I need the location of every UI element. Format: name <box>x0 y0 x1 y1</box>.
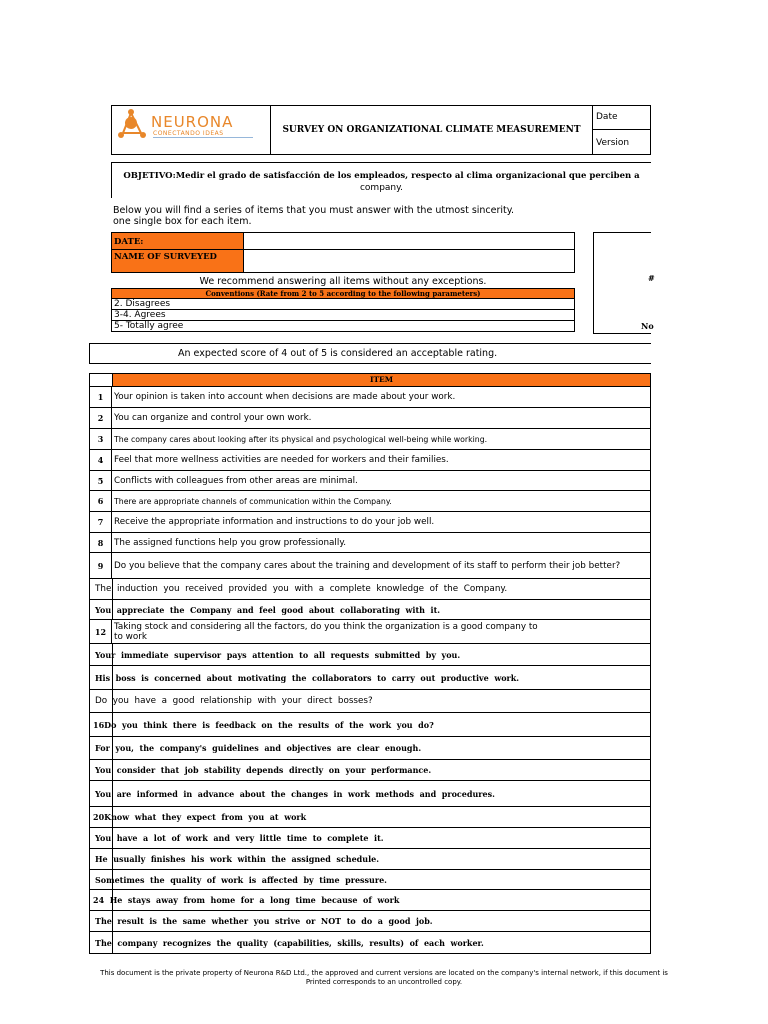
logo-tagline: CONECTANDO IDEAS <box>153 130 224 137</box>
table-row[interactable] <box>90 807 651 828</box>
table-row[interactable] <box>90 533 651 553</box>
table-row[interactable] <box>90 553 651 579</box>
row-text: You are informed in advance about the changes in work methods and procedures. <box>90 781 651 806</box>
header-num-cell <box>90 374 113 386</box>
score-box <box>593 232 655 334</box>
row-text: You can organize and control your own work. <box>112 408 651 428</box>
table-row[interactable] <box>90 932 651 953</box>
table-row[interactable] <box>90 600 651 620</box>
score-no: No <box>641 321 654 331</box>
row-text: The induction you received provided you with a complete knowledge of the Company. <box>90 579 651 599</box>
objective-text-cont: company. <box>359 183 404 193</box>
row-text: The company recognizes the quality (capabilities, skills, results) of each worker. <box>90 932 651 953</box>
row-num: 5 <box>90 471 112 490</box>
row-num: 12 <box>90 620 112 643</box>
date-label: Date <box>593 105 651 130</box>
convention-row: 2. Disagrees <box>111 299 575 310</box>
table-row[interactable] <box>90 512 651 533</box>
convention-row: 5- Totally agree <box>111 321 575 332</box>
conventions-header: Conventions (Rate from 2 to 5 according to the following parameters) <box>111 288 575 299</box>
row-text: Conflicts with colleagues from other areas are minimal. <box>112 471 651 490</box>
table-row[interactable] <box>90 387 651 408</box>
table-row[interactable] <box>90 911 651 932</box>
row-text: The result is the same whether you strive or NOT to do a good job. <box>90 911 651 931</box>
name-field-label: NAME OF SURVEYED <box>112 250 244 272</box>
table-row[interactable] <box>90 690 651 713</box>
document-title: SURVEY ON ORGANIZATIONAL CLIMATE MEASUREMENT <box>271 105 593 155</box>
row-num: 3 <box>90 429 112 449</box>
row-text: Feel that more wellness activities are needed for workers and their families. <box>112 450 651 470</box>
table-row[interactable] <box>90 471 651 491</box>
row-num: 9 <box>90 553 112 578</box>
table-row[interactable] <box>90 450 651 471</box>
table-row[interactable] <box>90 781 651 807</box>
intro-text <box>113 205 514 227</box>
version-label: Version <box>596 137 630 148</box>
row-num: 6 <box>90 491 112 511</box>
logo-brand: NEURONA <box>151 113 234 131</box>
row-num: 4 <box>90 450 112 470</box>
logo-cell <box>111 105 271 155</box>
row-text: There are appropriate channels of communication within the Company. <box>112 491 651 511</box>
table-row[interactable] <box>90 666 651 690</box>
objective-box <box>111 162 651 198</box>
row-text: You appreciate the Company and feel good about collaborating with it. <box>90 600 651 619</box>
row-text: You consider that job stability depends directly on your performance. <box>90 760 651 780</box>
date-row <box>111 232 575 250</box>
row-text: Do you have a good relationship with your direct bosses? <box>90 690 651 712</box>
table-row[interactable] <box>90 429 651 450</box>
row-text: You have a lot of work and very little time to complete it. <box>90 828 651 848</box>
footer-disclaimer <box>0 969 768 987</box>
row-text: Receive the appropriate information and instructions to do your job well. <box>112 512 651 532</box>
row-num: 7 <box>90 512 112 532</box>
row-text: Your opinion is taken into account when decisions are made about your work. <box>112 387 651 407</box>
row-text: He usually finishes his work within the assigned schedule. <box>90 849 651 869</box>
row-text: 16Do you think there is feedback on the results of the work you do? <box>90 713 651 736</box>
table-row[interactable] <box>90 890 651 911</box>
item-table <box>89 373 651 954</box>
date-field[interactable] <box>244 233 574 249</box>
row-text: For you, the company's guidelines and objectives are clear enough. <box>90 737 651 759</box>
row-num: 2 <box>90 408 112 428</box>
row-text: 24 He stays away from home for a long time because of work <box>90 890 651 910</box>
expected-score-text: An expected score of 4 out of 5 is considered an acceptable rating. <box>89 343 651 364</box>
objective-text: OBJETIVO:Medir el grado de satisfacción de los empleados, respecto al clima organizacional que perciben a <box>123 171 640 181</box>
row-text: His boss is concerned about motivating the collaborators to carry out productive work. <box>90 666 651 689</box>
name-row <box>111 249 575 273</box>
score-hash: # <box>648 273 655 283</box>
table-row[interactable] <box>90 828 651 849</box>
intro-line-1: Below you will find a series of items that you must answer with the utmost sincerity. <box>113 205 515 216</box>
row-text: Do you believe that the company cares about the training and development of its staff to perform their job better? <box>112 553 651 578</box>
table-row[interactable] <box>90 579 651 600</box>
row-text: 20Know what they expect from you at work <box>90 807 651 827</box>
logo-reflection <box>153 137 253 144</box>
date-field-label: DATE: <box>112 233 244 249</box>
table-row[interactable] <box>90 644 651 666</box>
recommend-text: We recommend answering all items without any exceptions. <box>199 276 487 287</box>
intro-line-2: one single box for each item. <box>113 216 252 227</box>
table-row[interactable] <box>90 620 651 644</box>
row-num: 8 <box>90 533 112 552</box>
header-item-cell: ITEM <box>113 374 651 386</box>
row-text: Your immediate supervisor pays attention to all requests submitted by you. <box>90 644 651 665</box>
table-row[interactable] <box>90 849 651 870</box>
row-text: Taking stock and considering all the factors, do you think the organization is a good company to to work <box>112 620 651 643</box>
table-row[interactable] <box>90 760 651 781</box>
table-header <box>90 374 651 387</box>
table-row[interactable] <box>90 737 651 760</box>
row-num: 1 <box>90 387 112 407</box>
table-row[interactable] <box>90 870 651 890</box>
footer-line-2: Printed corresponds to an uncontrolled copy. <box>305 978 463 986</box>
footer-line-1: This document is the private property of Neurona R&D Ltd., the approved and current versions are located on the company's internal network, if this document is <box>100 969 668 977</box>
row-text: The assigned functions help you grow professionally. <box>112 533 651 552</box>
table-row[interactable] <box>90 713 651 737</box>
convention-row: 3-4. Agrees <box>111 310 575 321</box>
table-row[interactable] <box>90 408 651 429</box>
row-text: Sometimes the quality of work is affected by time pressure. <box>90 870 651 889</box>
row-text: The company cares about looking after its physical and psychological well-being while working. <box>112 429 651 449</box>
name-field[interactable] <box>244 250 574 272</box>
table-row[interactable] <box>90 491 651 512</box>
